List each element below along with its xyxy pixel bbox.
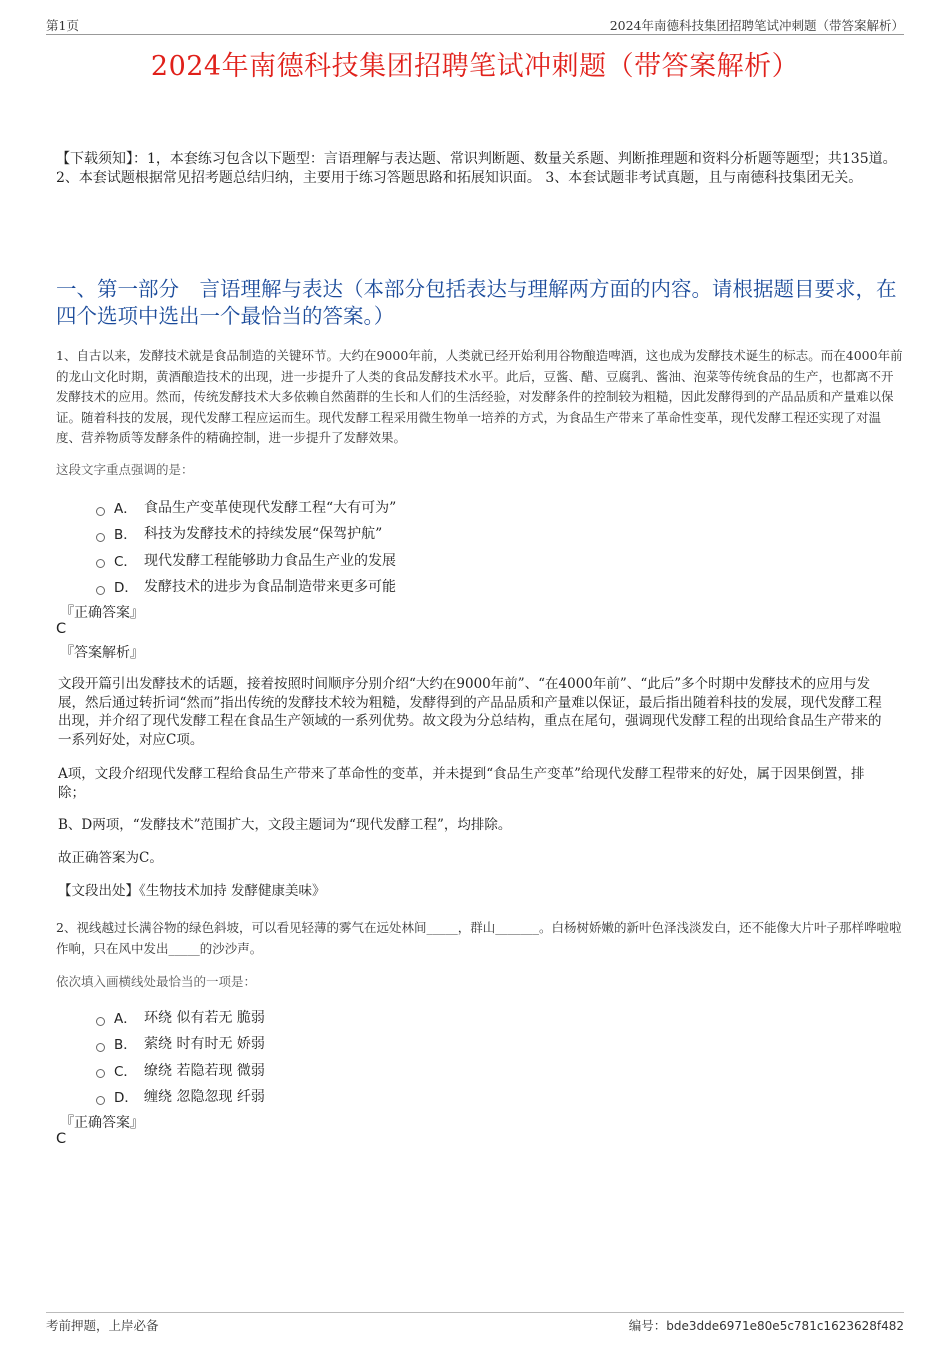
page-number: 第1页 (46, 18, 79, 33)
radio-icon[interactable] (96, 559, 105, 568)
option-b[interactable]: B． 科技为发酵技术的持续发展“保驾护航” (96, 520, 856, 546)
question-2-passage: 2、视线越过长满谷物的绿色斜坡，可以看见轻薄的雾气在远处林间_____，群山_______。白杨树娇嫩的新叶色泽浅淡发白，还不能像大片叶子那样哗啦啦作响，只在风中发出_____的沙沙声。 (56, 920, 902, 956)
option-b[interactable]: B． 萦绕 时有时无 娇弱 (96, 1030, 856, 1056)
analysis-paragraph: 文段开篇引出发酵技术的话题，接着按照时间顺序分别介绍“大约在9000年前”、“在4000年前”、“此后”多个时期中发酵技术的应用与发展，然后通过转折词“然而”指出传统的发酵技术较为粗糙，发酵得到的产品品质和产量难以保证，最后指出随着科技的发展，现代发酵工程出现，并介绍了现代发酵工程在食品生产领域的一系列优势。故文段为分总结构，重点在尾句，强调现代发酵工程的出现给食品生产带来的一系列好处，对应C项。 (58, 676, 882, 748)
radio-icon[interactable] (96, 507, 105, 516)
option-d[interactable]: D． 发酵技术的进步为食品制造带来更多可能 (96, 573, 856, 599)
option-text: 科技为发酵技术的持续发展“保驾护航” (144, 526, 383, 543)
correct-answer: C (56, 621, 67, 637)
option-text: 食品生产变革使现代发酵工程“大有可为” (144, 500, 397, 517)
document-title: 2024年南德科技集团招聘笔试冲刺题（带答案解析） (150, 51, 800, 82)
option-text: 萦绕 时有时无 娇弱 (144, 1036, 265, 1053)
option-text: 缠绕 忽隐忽现 纤弱 (144, 1089, 265, 1106)
correct-answer-label: 『正确答案』 (60, 1115, 144, 1131)
option-text: 发酵技术的进步为食品制造带来更多可能 (144, 579, 396, 596)
analysis-paragraph: A项，文段介绍现代发酵工程给食品生产带来了革命性的变革，并未提到“食品生产变革”给现代发酵工程带来的好处，属于因果倒置，排除； (58, 766, 865, 801)
option-a[interactable]: A． 食品生产变革使现代发酵工程“大有可为” (96, 494, 856, 520)
question-2-options (96, 1004, 856, 1109)
footer-slogan: 考前押题，上岸必备 (46, 1318, 159, 1333)
question-1-options (96, 494, 856, 599)
radio-icon[interactable] (96, 1069, 105, 1078)
code-value: bde3dde6971e80e5c781c1623628f482 (666, 1319, 904, 1333)
analysis-label: 『答案解析』 (60, 645, 144, 661)
download-notice: 【下载须知】：1，本套练习包含以下题型：言语理解与表达题、常识判断题、数量关系题、判断推理题和资料分析题等题型；共135道。 2、本套试题根据常见招考题总结归纳，主要用于练习答题思路和拓展知识面。 3、本套试题非考试真题，且与南德科技集团无关。 (56, 151, 897, 186)
source-citation: 【文段出处】《生物技术加持 发酵健康美味》 (58, 883, 326, 899)
option-text: 缭绕 若隐若现 微弱 (144, 1062, 265, 1079)
analysis-paragraph: 故正确答案为C。 (58, 850, 163, 866)
radio-icon[interactable] (96, 1017, 105, 1026)
correct-answer-label: 『正确答案』 (60, 605, 144, 621)
header-doc-title: 2024年南德科技集团招聘笔试冲刺题（带答案解析） (609, 18, 904, 33)
correct-answer: C (56, 1131, 67, 1147)
radio-icon[interactable] (96, 1096, 105, 1105)
radio-icon[interactable] (96, 1043, 105, 1052)
option-c[interactable]: C． 现代发酵工程能够助力食品生产业的发展 (96, 547, 856, 573)
option-text: 环绕 似有若无 脆弱 (144, 1010, 265, 1027)
analysis-paragraph: B、D两项，“发酵技术”范围扩大，文段主题词为“现代发酵工程”，均排除。 (58, 817, 512, 833)
radio-icon[interactable] (96, 586, 105, 595)
page-footer (46, 1312, 904, 1333)
option-a[interactable]: A． 环绕 似有若无 脆弱 (96, 1004, 856, 1030)
option-text: 现代发酵工程能够助力食品生产业的发展 (144, 552, 396, 569)
option-c[interactable]: C． 缭绕 若隐若现 微弱 (96, 1057, 856, 1083)
question-1-stem: 这段文字重点强调的是： (56, 462, 194, 477)
question-2-stem: 依次填入画横线处最恰当的一项是： (56, 974, 257, 989)
document-code (629, 1316, 904, 1334)
question-1-passage: 1、自古以来，发酵技术就是食品制造的关键环节。大约在9000年前，人类就已经开始利用谷物酿造啤酒，这也成为发酵技术诞生的标志。而在4000年前的龙山文化时期，黄酒酿造技术的出现，进一步提升了人类的食品发酵技术水平。此后，豆酱、醋、豆腐乳、酱油、泡菜等传统食品的生产，也都离不开发酵技术的应用。然而，传统发酵技术大多依赖自然菌群的生长和人们的生活经验，对发酵条件的控制较为粗糙，因此发酵得到的产品品质和产量难以保证。随着科技的发展，现代发酵工程应运而生。现代发酵工程采用微生物单一培养的方式，为食品生产带来了革命性变革，现代发酵工程还实现了对温度、营养物质等发酵条件的精确控制，进一步提升了发酵效果。 (56, 348, 903, 445)
section-heading: 一、第一部分 言语理解与表达（本部分包括表达与理解两方面的内容。请根据题目要求，在四个选项中选出一个最恰当的答案。） (56, 277, 897, 328)
radio-icon[interactable] (96, 533, 105, 542)
option-d[interactable]: D． 缠绕 忽隐忽现 纤弱 (96, 1083, 856, 1109)
code-label: 编号： (628, 1318, 667, 1333)
page-header (46, 16, 904, 35)
